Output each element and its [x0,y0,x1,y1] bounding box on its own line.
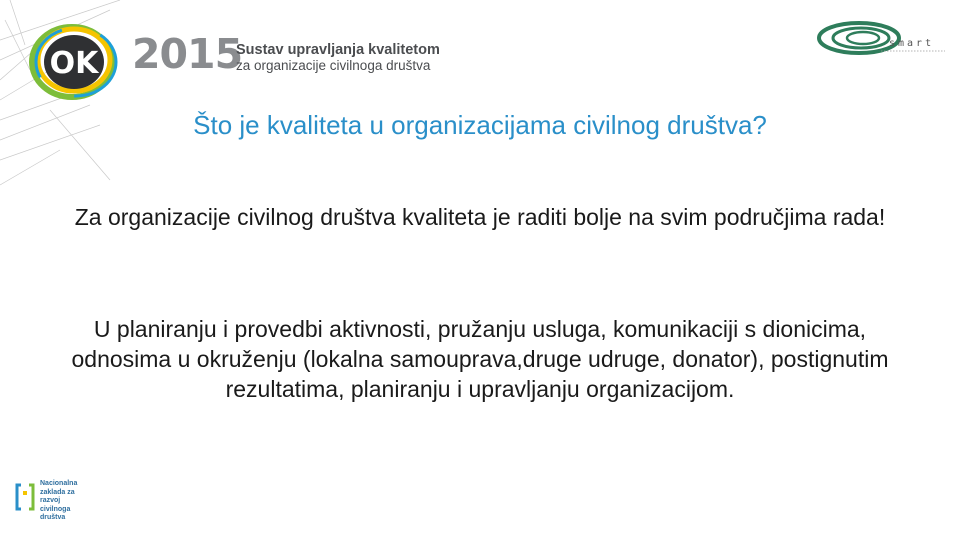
nz-line: civilnoga [40,505,71,513]
nz-line: društva [40,514,66,522]
nz-line: Nacionalna [40,480,78,487]
body-paragraph: U planiranju i provedbi aktivnosti, pružanju usluga, komunikaciji s dionicima, odnosima u okruženju (lokalna samouprava,druge udruge, donator), postignutim rezultatima, planiranju i upravljanju organizacijom. [71,316,889,402]
smart-logo [815,18,947,70]
logo-year: 2015 [132,30,243,78]
ok-logo-text: OK [49,46,99,81]
ok-logo-mark [28,22,124,100]
slide-title: Što je kvaliteta u organizacijama civilnog društva? [193,110,767,140]
logo-tagline-line2: za organizacije civilnoga društva [236,57,431,73]
nz-line: razvoj [40,497,61,505]
lead-statement: Za organizacije civilnog društva kvaliteta je raditi bolje na svim područjima rada! [74,204,886,230]
nz-logo-text [40,480,77,523]
bracket-icon [14,482,36,512]
smart-logo-text: smart [889,38,935,49]
nacionalna-zaklada-logo [14,480,104,530]
nz-line: zaklada za [40,488,75,496]
logo-tagline-line1: Sustav upravljanja kvalitetom [236,42,440,58]
logo-tagline [236,43,440,74]
